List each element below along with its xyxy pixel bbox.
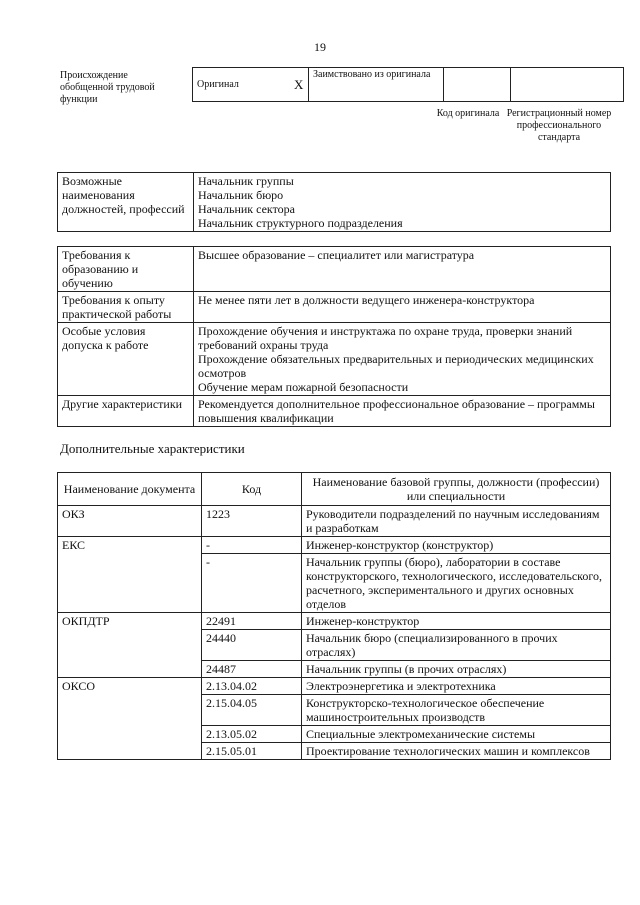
- extra-name: Проектирование технологических машин и комплексов: [302, 743, 611, 760]
- origin-block: [192, 67, 624, 102]
- extra-name: Конструкторско-технологическое обеспечение машиностроительных производств: [302, 695, 611, 726]
- extra-header-name: Наименование базовой группы, должности (профессии) или специальности: [302, 473, 611, 506]
- origin-reg-caption: Регистрационный номер профессионального стандарта: [506, 108, 612, 143]
- position-item: Начальник сектора: [198, 202, 295, 216]
- extra-code: -: [202, 537, 302, 554]
- positions-block: [57, 172, 611, 232]
- extra-header-row: [58, 473, 611, 506]
- origin-original-cell: [193, 68, 291, 102]
- extra-header-code: Код: [202, 473, 302, 506]
- extra-doc: ОКЗ: [58, 506, 202, 537]
- requirement-label: Другие характеристики: [58, 396, 194, 427]
- origin-original-mark: X: [290, 68, 309, 102]
- extra-code: 2.15.04.05: [202, 695, 302, 726]
- extra-name: Начальник группы (бюро), лаборатории в составе конструкторского, технологического, исследовательского, расчетного, экспериментального и других основных отделов: [302, 554, 611, 613]
- extra-name: Электроэнергетика и электротехника: [302, 678, 611, 695]
- extra-code: 22491: [202, 613, 302, 630]
- extra-doc: ОКСО: [58, 678, 202, 760]
- requirement-value: [194, 396, 611, 427]
- extra-name: Руководители подразделений по научным исследованиям и разработкам: [302, 506, 611, 537]
- requirement-row: [58, 323, 611, 396]
- requirement-text: Не менее пяти лет в должности ведущего инженера-конструктора: [198, 293, 535, 307]
- table-row: [58, 537, 611, 554]
- origin-table: [192, 67, 624, 102]
- requirement-row: [58, 396, 611, 427]
- requirement-text: Прохождение обучения и инструктажа по охране труда, проверки знаний требований охраны труда: [198, 324, 573, 352]
- requirement-text: Прохождение обязательных предварительных и периодических медицинских осмотров: [198, 352, 594, 380]
- requirement-label: Требования к образованию и обучению: [58, 247, 194, 292]
- positions-values: [194, 173, 611, 232]
- extra-code: 2.13.04.02: [202, 678, 302, 695]
- origin-code-cell: [444, 68, 511, 102]
- extra-code: 2.13.05.02: [202, 726, 302, 743]
- requirement-text: Рекомендуется дополнительное профессиональное образование – программы повышения квалификации: [198, 397, 595, 425]
- requirement-row: [58, 292, 611, 323]
- position-item: Начальник структурного подразделения: [198, 216, 403, 230]
- requirement-text: Обучение мерам пожарной безопасности: [198, 380, 409, 394]
- extra-doc: ОКПДТР: [58, 613, 202, 678]
- extra-name: Инженер-конструктор: [302, 613, 611, 630]
- requirement-label: Особые условия допуска к работе: [58, 323, 194, 396]
- requirement-row: [58, 247, 611, 292]
- table-row: [58, 506, 611, 537]
- page-number: 19: [314, 40, 326, 54]
- origin-original-label: Оригинал: [197, 78, 239, 90]
- positions-table: [57, 172, 611, 232]
- requirement-text: Высшее образование – специалитет или магистратура: [198, 248, 475, 262]
- table-row: [58, 613, 611, 630]
- origin-code-caption: Код оригинала: [436, 108, 500, 119]
- origin-reg-cell: [511, 68, 624, 102]
- extra-code: 1223: [202, 506, 302, 537]
- requirement-value: [194, 323, 611, 396]
- requirements-table: [57, 246, 611, 427]
- extra-code: -: [202, 554, 302, 613]
- extra-heading: Дополнительные характеристики: [60, 441, 245, 456]
- extra-block: [57, 472, 611, 760]
- positions-label: Возможные наименования должностей, профессий: [58, 173, 194, 232]
- extra-name: Начальник бюро (специализированного в прочих отраслях): [302, 630, 611, 661]
- origin-borrowed-label: Заимствовано из оригинала: [309, 68, 444, 102]
- requirement-value: [194, 292, 611, 323]
- extra-name: Начальник группы (в прочих отраслях): [302, 661, 611, 678]
- requirement-value: [194, 247, 611, 292]
- extra-code: 2.15.05.01: [202, 743, 302, 760]
- origin-label: Происхождение обобщенной трудовой функции: [60, 70, 155, 105]
- table-row: [58, 678, 611, 695]
- requirements-block: [57, 246, 611, 427]
- extra-doc: ЕКС: [58, 537, 202, 613]
- extra-table: [57, 472, 611, 760]
- position-item: Начальник бюро: [198, 188, 284, 202]
- position-item: Начальник группы: [198, 174, 294, 188]
- requirement-label: Требования к опыту практической работы: [58, 292, 194, 323]
- extra-header-doc: Наименование документа: [58, 473, 202, 506]
- extra-code: 24487: [202, 661, 302, 678]
- extra-name: Специальные электромеханические системы: [302, 726, 611, 743]
- extra-name: Инженер-конструктор (конструктор): [302, 537, 611, 554]
- extra-code: 24440: [202, 630, 302, 661]
